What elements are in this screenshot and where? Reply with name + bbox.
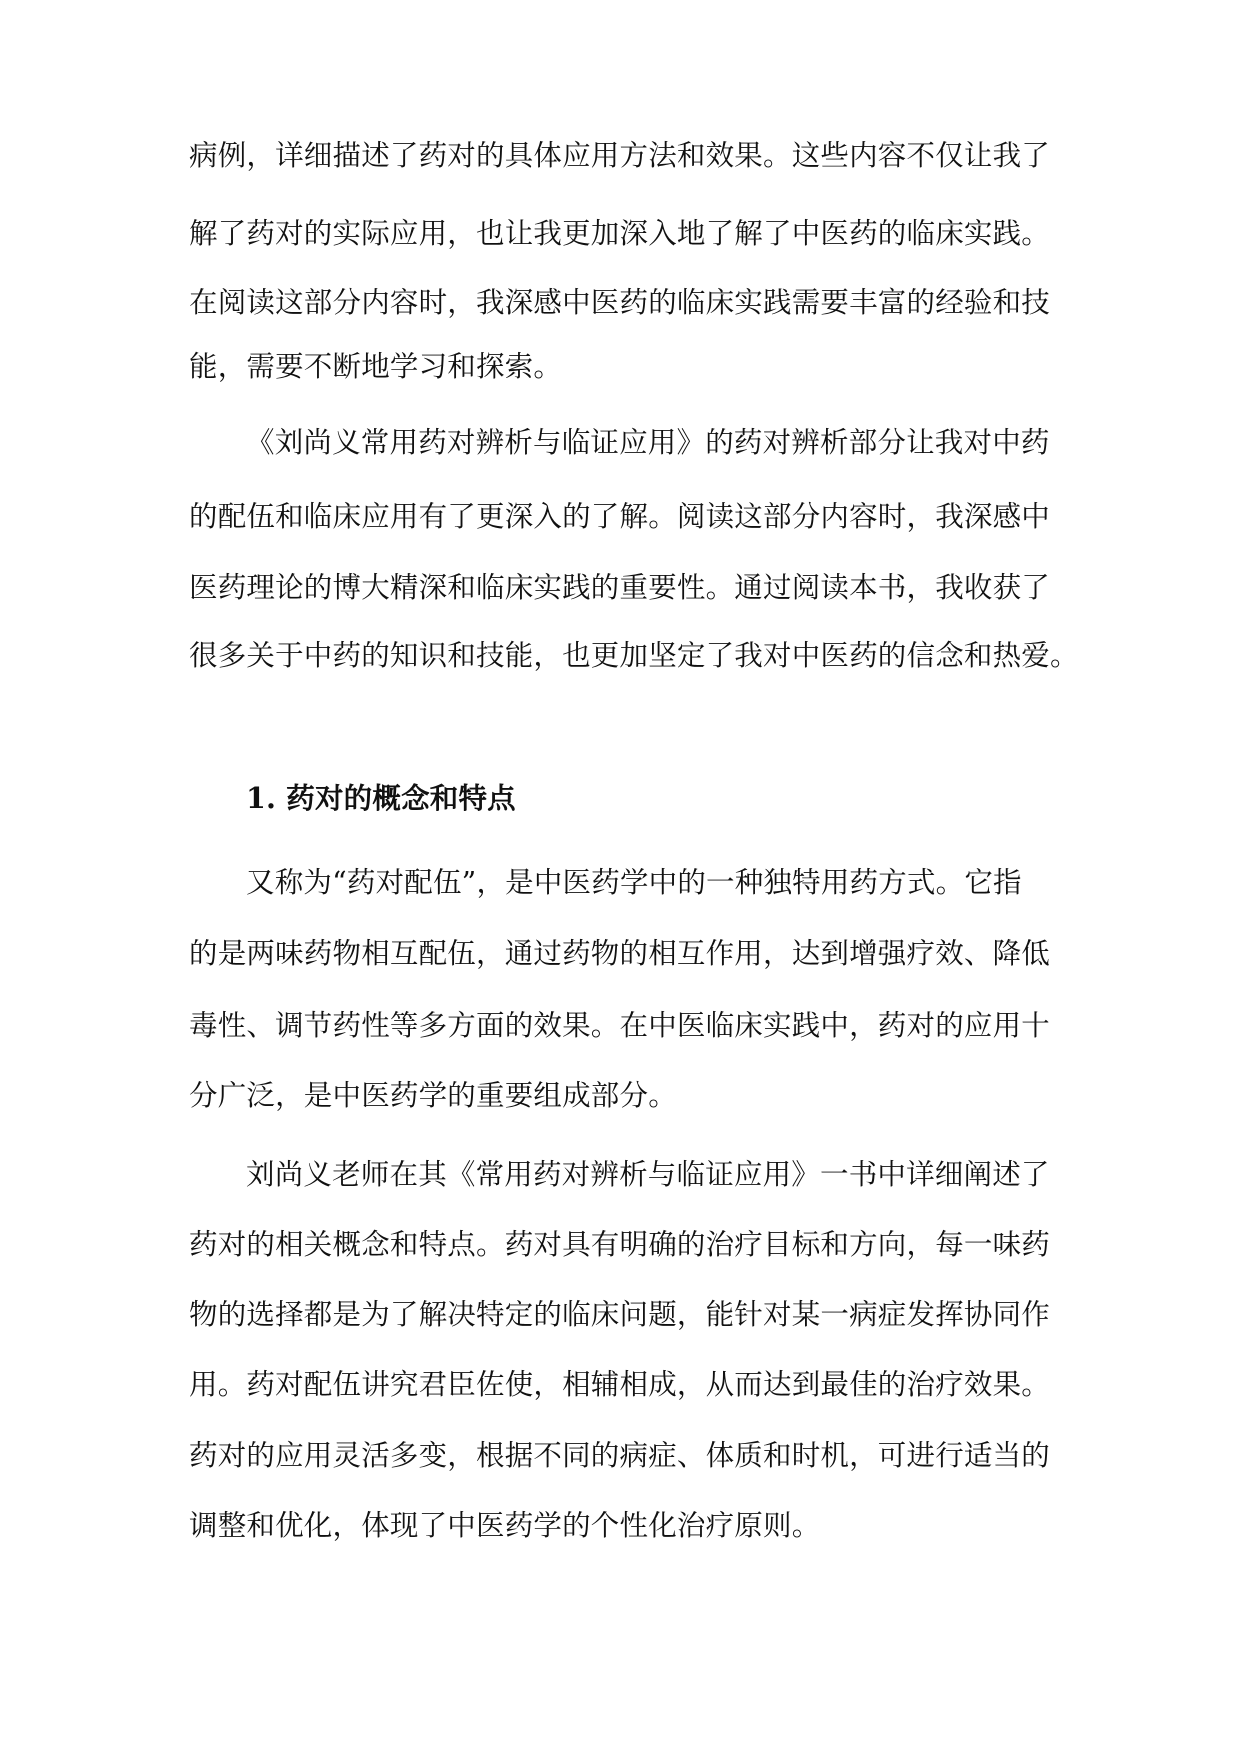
paragraph-line: 《刘尚义常用药对辨析与临证应用》的药对辨析部分让我对中药 [246, 426, 1050, 459]
paragraph-line: 调整和优化，体现了中医药学的个性化治疗原则。 [189, 1509, 821, 1542]
paragraph-line: 在阅读这部分内容时，我深感中医药的临床实践需要丰富的经验和技 [189, 286, 1051, 319]
paragraph-line: 用。药对配伍讲究君臣佐使，相辅相成，从而达到最佳的治疗效果。 [189, 1368, 1051, 1401]
paragraph-line: 物的选择都是为了解决特定的临床问题，能针对某一病症发挥协同作 [189, 1298, 1051, 1331]
paragraph-line: 又称为“药对配伍”，是中医药学中的一种独特用药方式。它指 [246, 866, 1022, 899]
paragraph-line: 分广泛，是中医药学的重要组成部分。 [189, 1079, 677, 1112]
paragraph-line: 的是两味药物相互配伍，通过药物的相互作用，达到增强疗效、降低 [189, 937, 1051, 970]
paragraph-line: 毒性、调节药性等多方面的效果。在中医临床实践中，药对的应用十 [189, 1009, 1051, 1042]
paragraph-line: 药对的应用灵活多变，根据不同的病症、体质和时机，可进行适当的 [189, 1439, 1051, 1472]
paragraph-line: 刘尚义老师在其《常用药对辨析与临证应用》一书中详细阐述了 [246, 1158, 1050, 1191]
paragraph-line: 药对的相关概念和特点。药对具有明确的治疗目标和方向，每一味药 [189, 1228, 1051, 1261]
paragraph-line: 的配伍和临床应用有了更深入的了解。阅读这部分内容时，我深感中 [189, 500, 1051, 533]
paragraph-line: 很多关于中药的知识和技能，也更加坚定了我对中医药的信念和热爱。 [189, 639, 1079, 672]
paragraph-line: 能，需要不断地学习和探索。 [189, 350, 563, 383]
paragraph-line: 解了药对的实际应用，也让我更加深入地了解了中医药的临床实践。 [189, 217, 1051, 250]
section-heading: 1. 药对的概念和特点 [246, 781, 516, 815]
paragraph-line: 医药理论的博大精深和临床实践的重要性。通过阅读本书，我收获了 [189, 571, 1051, 604]
paragraph-line: 病例，详细描述了药对的具体应用方法和效果。这些内容不仅让我了 [189, 139, 1051, 172]
